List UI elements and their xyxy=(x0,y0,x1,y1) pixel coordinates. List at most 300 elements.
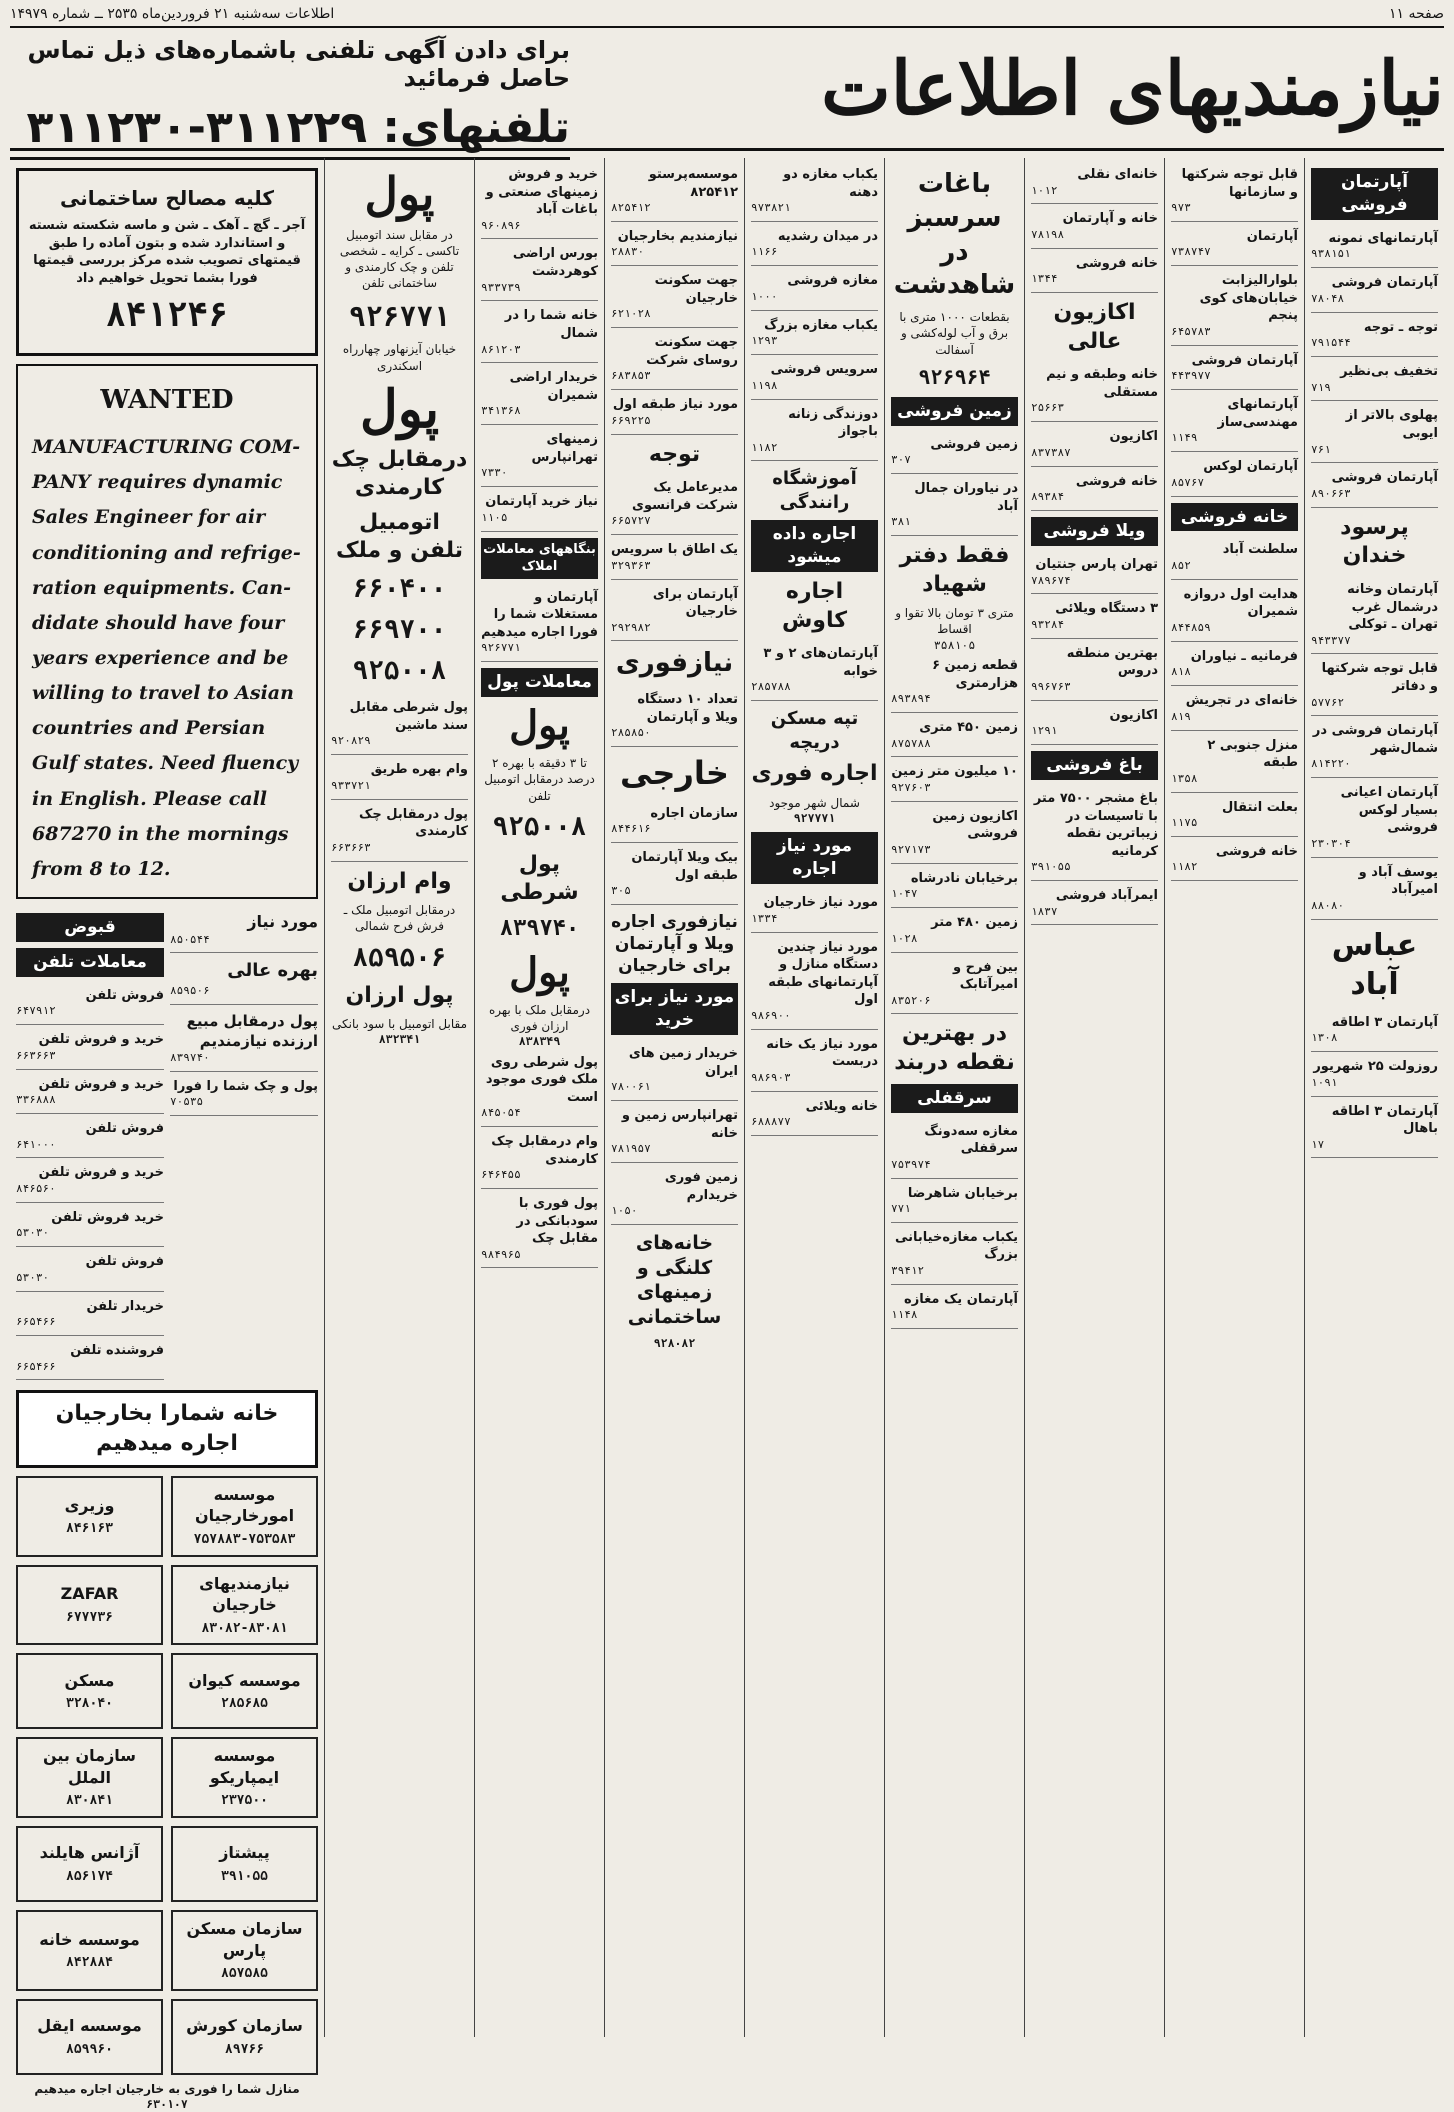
ad-phone: ۹۳۲۸۴ xyxy=(1031,617,1065,631)
ad-title: خانه شما را در شمال xyxy=(504,308,598,341)
ad-text: متری ۳ تومان بالا تقوا و اقساط xyxy=(895,606,1014,637)
ad-title: مورد نیاز یک خانه دربست xyxy=(766,1036,878,1070)
agency-name: سازمان کورش xyxy=(186,2016,303,2036)
section-title: فقط دفتر شهیاد xyxy=(899,543,1010,597)
ad-phone: ۹۲۸۰۸۲ xyxy=(653,1335,696,1350)
ad-item xyxy=(1171,795,1298,837)
ad-phone: ۸۱۹ xyxy=(1171,709,1191,723)
ad-item xyxy=(1311,780,1438,857)
ad-item xyxy=(331,695,468,755)
agency-name: سازمان بین الملل xyxy=(42,1746,137,1787)
ad-text: در مقابل سند اتومبیل تاکسی ـ کرایه ـ شخصی تلفن و چک کارمندی و ساختمانی تلفن xyxy=(339,227,460,291)
ad-title: جهت سکونت روسای شرکت xyxy=(646,335,738,368)
ad-item xyxy=(16,1249,164,1291)
section-title: خارجی xyxy=(620,754,729,793)
ad-phone: ۳۰۷ xyxy=(891,453,911,467)
ad-title: پول شرطی مقابل سند ماشین xyxy=(349,700,468,733)
ad-phone: ۹۲۷۷۷۱ xyxy=(793,810,836,825)
ad-title: آپارتمان وخانه درشمال غرب تهران ـ توکلی xyxy=(1347,581,1438,633)
middle-ads xyxy=(170,907,318,1382)
ad-phone-large: ۸۴۱۲۴۶ xyxy=(105,295,229,336)
ad-title: پول فوری با سودبانکی در مقابل چک xyxy=(516,1195,598,1247)
ad-phone: ۶۲۱۰۲۸ xyxy=(611,307,651,321)
ad-title: مورد نیاز خارجیان xyxy=(763,895,878,911)
ad-phone: ۶۸۳۸۵۳ xyxy=(611,369,651,383)
ad-title: مدیرعامل یک شرکت فرانسوی xyxy=(632,480,738,513)
ad-phone: ۹۶۰۸۹۶ xyxy=(481,218,521,232)
ad-item xyxy=(751,162,878,222)
ad-title: فروش تلفن xyxy=(85,987,164,1003)
ad-item xyxy=(611,801,738,843)
ad-item xyxy=(891,759,1018,801)
column-shops xyxy=(744,158,884,2037)
section-title: اکازیون عالی xyxy=(1053,300,1136,354)
ad-item xyxy=(891,1181,1018,1223)
ad-title: فروش تلفن xyxy=(85,1254,164,1270)
wanted-line: Sales Engineer for air xyxy=(32,506,266,529)
ad-phone: ۸۵۹۵۰۶ xyxy=(170,983,210,997)
masthead-phones: تلفنهای: ۳۱۱۲۲۹-۳۱۱۲۳۰ xyxy=(10,102,570,160)
section-title: خانه‌های کلنگی و زمینهای ساختمانی xyxy=(627,1232,722,1329)
agency-name: آژانس هایلند xyxy=(39,1843,140,1863)
ad-phone: ۴۴۳۹۷۷ xyxy=(1171,369,1211,383)
ad-phone: ۶۶۵۴۶۶ xyxy=(16,1315,56,1329)
agency-logo xyxy=(171,1476,318,1557)
ad-item xyxy=(611,687,738,747)
ad-title: بلوارالیزابت خیابان‌های کوی پنجم xyxy=(1199,273,1298,324)
ad-title: قابل توجه شرکتها و سازمانها xyxy=(1181,167,1298,200)
ad-phone: ۱۳۵۸ xyxy=(1171,771,1198,785)
ad-item xyxy=(1171,268,1298,345)
ad-title: منزل جنوبی ۲ طبقه xyxy=(1207,737,1298,771)
ad-title: سازمان اجاره xyxy=(650,805,738,821)
ad-title: خرید و فروش زمینهای صنعتی و باغات آباد xyxy=(485,167,598,218)
wanted-ad xyxy=(16,364,318,899)
ad-item xyxy=(611,582,738,642)
section-title: توجه xyxy=(648,441,701,467)
ad-phone: ۲۵۶۶۳ xyxy=(1031,401,1065,415)
ad-title: بعلت انتقال xyxy=(1222,799,1298,815)
ad-item xyxy=(611,162,738,222)
ad-item xyxy=(1171,644,1298,686)
ad-phone: ۸۷۵۷۸۸ xyxy=(891,736,931,750)
section-heading: مورد نیاز اجاره xyxy=(751,832,878,884)
ad-item xyxy=(481,1191,598,1268)
ad-item xyxy=(611,224,738,266)
ad-phone: ۸۳۵۲۰۶ xyxy=(891,993,931,1007)
ad-title: سرویس فروشی xyxy=(770,362,878,378)
ad-title: اکازیون زمین فروشی xyxy=(932,808,1018,842)
ad-item xyxy=(891,653,1018,713)
ad-title: نیاز خرید آپارتمان xyxy=(485,494,598,510)
ad-item xyxy=(331,802,468,862)
section-title: وام ارزان xyxy=(347,868,452,894)
section-heading: آپارتمان فروشی xyxy=(1311,168,1438,220)
ad-phone: ۲۳۰۳۰۴ xyxy=(1311,836,1351,850)
wanted-line: from 8 to 12. xyxy=(32,857,171,880)
ad-phone: ۶۴۵۷۸۳ xyxy=(1171,324,1211,338)
ad-title: ۱۰ میلیون متر زمین xyxy=(891,764,1018,780)
ad-phone: ۱۸۳۷ xyxy=(1031,904,1058,918)
ad-title: پول و چک شما را فورا xyxy=(173,1078,318,1094)
ad-phone: ۳۵۸۱۰۵ xyxy=(933,637,976,652)
agency-phone: ۲۳۷۵۰۰ xyxy=(221,1793,268,1809)
column-money-trades xyxy=(474,158,604,2037)
ad-title: یوسف آباد و امیرآباد xyxy=(1358,864,1438,898)
agency-logo xyxy=(171,1826,318,1902)
ad-title: مورد نیاز طبقه اول xyxy=(612,397,738,413)
ad-phone: ۸۴۴۶۱۶ xyxy=(611,822,651,836)
issue-info: اطلاعات سه‌شنبه ۲۱ فروردین‌ماه ۲۵۳۵ ــ شماره ۱۴۹۷۹ xyxy=(10,6,335,22)
ad-title: بهره عالی xyxy=(227,960,318,982)
ad-phone-large: ۹۲۵۰۰۸ xyxy=(352,656,447,687)
ad-title: خانه فروشی xyxy=(1075,255,1158,271)
column-foreigners xyxy=(604,158,744,2037)
ad-title: پول درمقابل چک کارمندی xyxy=(359,806,468,840)
wanted-line: in English. Please call xyxy=(32,787,268,810)
ad-item xyxy=(1171,688,1298,730)
ad-title: یکباب مغازه دو دهنه xyxy=(783,167,878,200)
ad-item xyxy=(611,268,738,328)
ad-phone: ۳۴۱۳۶۸ xyxy=(481,404,521,418)
ad-phone: ۱۷ xyxy=(1311,1137,1325,1151)
ad-title: زمین فروشی xyxy=(930,436,1018,452)
ad-phone: ۸۲۵۴۱۲ xyxy=(611,201,651,215)
wanted-line: conditioning and refrige- xyxy=(32,541,301,564)
page-number: صفحه ۱۱ xyxy=(1388,6,1444,22)
ad-phone: ۳۰۵ xyxy=(611,884,631,898)
ad-title: خانه‌ای نقلی xyxy=(1077,167,1158,182)
ad-phone: ۹۳۳۷۲۱ xyxy=(331,778,371,792)
ad-title: فروش تلفن xyxy=(85,1121,164,1137)
section-title: در بهترین نقطه دربند xyxy=(894,1021,1015,1076)
ad-phone: ۶۶۳۶۶۳ xyxy=(16,1048,56,1062)
ad-title: آپارتمان xyxy=(1246,228,1298,244)
ad-item xyxy=(481,365,598,425)
section-heading: سرقفلی xyxy=(891,1084,1018,1113)
ad-phone: ۹۴۳۳۷۷ xyxy=(1311,633,1351,647)
ad-phone: ۹۲۷۱۷۳ xyxy=(891,842,931,856)
ad-phone: ۸۹۳۸۹۴ xyxy=(891,692,931,706)
agency-name: موسسه ایقل xyxy=(37,2016,142,2036)
ad-title: خانه وطبقه و نیم مستقلی xyxy=(1046,367,1158,400)
ad-phone: ۱۰۹۱ xyxy=(1311,1075,1338,1089)
ad-title: خرید و فروش تلفن xyxy=(38,1165,164,1181)
page-title: نیازمندیهای اطلاعات xyxy=(821,46,1444,132)
ad-item xyxy=(1171,392,1298,452)
ad-item xyxy=(751,935,878,1030)
agency-logo xyxy=(171,1737,318,1818)
agency-name: مسکن xyxy=(64,1670,115,1690)
ad-phone: ۹۳۸۱۵۱ xyxy=(1311,247,1351,261)
ad-item xyxy=(1031,162,1158,204)
agency-name: موسسه کیوان xyxy=(188,1670,301,1690)
section-heading: بنگاههای معاملات املاک xyxy=(481,538,598,579)
ad-phone: ۸۹۰۶۶۳ xyxy=(1311,486,1351,500)
ad-phone: ۶۳۰۱۰۷ xyxy=(146,2096,188,2111)
section-title: اجاره فوری xyxy=(751,761,878,786)
ad-item xyxy=(751,402,878,462)
ad-title: خریدار زمین های ایران xyxy=(628,1046,738,1079)
ad-title: اکازیون xyxy=(1109,429,1158,445)
ad-title: آپارتمان فروشی xyxy=(1331,470,1438,486)
ad-item xyxy=(611,1103,738,1163)
ad-phone: ۸۳۷۳۸۷ xyxy=(1031,445,1071,459)
ad-item xyxy=(751,268,878,310)
ad-title: آپارتمان و مستغلات شما را فورا اجاره میدهیم xyxy=(481,589,598,640)
section-heading: اجاره داده میشود xyxy=(751,520,878,572)
ad-item xyxy=(481,585,598,662)
ad-phone: ۷۸۹۶۷۴ xyxy=(1031,573,1071,587)
section-title: پول شرطی xyxy=(500,851,579,906)
ad-phone-large: ۹۲۶۹۶۴ xyxy=(918,364,991,389)
ad-item xyxy=(891,432,1018,474)
wanted-title: WANTED xyxy=(100,385,234,416)
ad-item xyxy=(481,303,598,363)
agency-phone: ۷۵۷۸۸۳-۷۵۳۵۸۳ xyxy=(193,1531,296,1547)
wanted-line: ration equipments. Can- xyxy=(32,576,291,599)
ad-title: آپارتمان یک مغازه xyxy=(904,1291,1018,1307)
ad-item xyxy=(1311,315,1438,357)
ad-title: بیک ویلا آپارتمان طبقه اول xyxy=(631,850,738,883)
ad-item xyxy=(1031,362,1158,422)
ad-title: قابل توجه شرکتها و دفاتر xyxy=(1321,661,1438,694)
ad-phone: ۹۲۷۶۰۳ xyxy=(891,780,931,794)
ad-item xyxy=(1031,424,1158,466)
wanted-line: countries and Persian xyxy=(32,717,266,740)
column-houses xyxy=(1164,158,1304,2037)
ad-item xyxy=(751,224,878,266)
ad-title: آپارتمان اعیانی بسیار لوکس فروشی xyxy=(1340,785,1438,836)
ad-item xyxy=(891,1287,1018,1329)
ad-phone: ۳۹۱۰۵۵ xyxy=(1031,860,1071,874)
top-line xyxy=(10,2,1444,28)
ad-title: آپارتمان ۳ اطاقه باهال xyxy=(1331,1103,1438,1137)
ad-title: خرید فروش تلفن xyxy=(51,1209,164,1225)
ad-phone: ۹۲۰۸۲۹ xyxy=(331,734,371,748)
ad-item xyxy=(1031,703,1158,745)
ad-item xyxy=(481,427,598,487)
ad-phone: ۱۳۳۴ xyxy=(751,911,778,925)
ad-phone: ۱۱۸۲ xyxy=(1171,860,1198,874)
ad-title: بورس اراضی کوهردشت xyxy=(512,246,598,280)
ad-title: خانه و آپارتمان xyxy=(1062,211,1158,227)
ad-item xyxy=(481,162,598,239)
phone-trades xyxy=(16,907,164,1382)
ad-title: یکباب مغازه‌خیابانی بزرگ xyxy=(895,1229,1018,1263)
ad-text: درمقابل ملک با بهره ارزان فوری xyxy=(488,1002,591,1033)
agency-logo xyxy=(171,1910,318,1991)
ad-item xyxy=(16,1116,164,1158)
ad-phone: ۸۳۸۳۴۹ xyxy=(518,1034,561,1049)
ad-phone: ۸۳۲۳۴۱ xyxy=(378,1032,421,1047)
section-title: اتومبیل تلفن و ملک xyxy=(336,509,463,564)
ad-title: آپارتمان لوکس xyxy=(1203,459,1298,475)
section-heading: معاملات تلفن xyxy=(16,948,164,977)
agency-name: موسسه خانه xyxy=(39,1929,140,1949)
ad-phone: ۱۰۲۸ xyxy=(891,931,918,945)
ad-title: جهت سکونت خارجیان xyxy=(654,273,738,306)
ad-item xyxy=(611,1041,738,1101)
ad-phone-large: ۸۳۹۷۴۰ xyxy=(499,915,580,941)
ad-item xyxy=(170,1007,318,1072)
agency-phone: ۶۷۷۷۳۶ xyxy=(66,1609,113,1625)
ad-item xyxy=(16,1160,164,1202)
ad-item xyxy=(1031,596,1158,638)
foreigners-rental-banner: خانه شمارا بخارجیان اجاره میدهیم xyxy=(16,1390,318,1467)
ad-phone: ۷۵۳۹۷۴ xyxy=(891,1157,931,1171)
agency-logo xyxy=(16,1653,163,1729)
section-title: تپه مسکن دریچه xyxy=(770,708,859,753)
ad-text: درمقابل اتومبیل ملک ـ فرش فرح شمالی xyxy=(343,903,456,934)
ad-title: توجه ـ توجه xyxy=(1363,319,1438,335)
ad-title: پهلوی بالاتر از ایوبی xyxy=(1345,408,1438,441)
ad-phone: ۷۷۱ xyxy=(891,1202,911,1216)
ad-title: باغ مشجر ۷۵۰۰ متر با تاسیسات در زیباترین نقطه کرمانیه xyxy=(1033,791,1158,859)
ad-item xyxy=(1171,839,1298,881)
ad-item xyxy=(1171,582,1298,642)
ad-title: زمین ۴۵۰ متری xyxy=(919,720,1018,736)
agency-logo xyxy=(16,1999,163,2075)
ad-item xyxy=(1311,718,1438,778)
ad-item xyxy=(1311,577,1438,654)
section-title: پول xyxy=(359,378,440,440)
ad-item xyxy=(891,1225,1018,1285)
ad-title: فروشنده تلفن xyxy=(70,1343,164,1358)
column-apartments xyxy=(1304,158,1444,2037)
ad-item xyxy=(891,804,1018,864)
ad-title: خرید و فروش تلفن xyxy=(38,1076,164,1092)
ad-phone: ۹۷۳۸۲۱ xyxy=(751,201,791,215)
ad-item xyxy=(611,475,738,535)
ad-title: نیازمندیم بخارجیان xyxy=(617,228,738,244)
ad-item xyxy=(1311,860,1438,920)
ad-phone: ۷۶۱ xyxy=(1311,442,1331,456)
wanted-line: PANY requires dynamic xyxy=(32,471,283,494)
section-heading: ویلا فروشی xyxy=(1031,517,1158,546)
ad-item xyxy=(1171,162,1298,222)
section-heading: خانه فروشی xyxy=(1171,503,1298,532)
ad-title: آپارتمانهای مهندسی‌ساز xyxy=(1217,397,1298,430)
ad-item xyxy=(170,955,318,1004)
ad-text: منازل شما را فوری به خارجیان اجاره میدهیم xyxy=(34,2081,300,2096)
ad-item xyxy=(1311,226,1438,268)
agency-phone: ۳۹۱۰۵۵ xyxy=(221,1868,268,1884)
ad-item xyxy=(611,845,738,905)
ad-phone: ۷۸۰۰۶۱ xyxy=(611,1080,651,1094)
ad-item xyxy=(1031,552,1158,594)
ad-text: شمال شهر موجود xyxy=(769,795,860,810)
ad-title: ۳ دستگاه ویلائی xyxy=(1055,601,1158,617)
ad-phone: ۳۲۹۳۶۳ xyxy=(611,558,651,572)
ad-title: در نیاوران جمال آباد xyxy=(914,481,1018,514)
ad-phone: ۳۹۴۱۲ xyxy=(891,1264,925,1278)
ad-phone: ۹۳۳۷۳۹ xyxy=(481,280,521,294)
ad-phone: ۲۸۸۳۰ xyxy=(611,245,645,259)
ad-phone: ۱۱۴۸ xyxy=(891,1308,918,1322)
ad-title: پول شرطی روی ملک فوری موجود است xyxy=(485,1054,598,1105)
section-title: اجاره کاوش xyxy=(781,579,848,633)
ad-phone: ۱۰۴۷ xyxy=(891,887,918,901)
ad-phone: ۶۸۸۸۷۷ xyxy=(751,1115,791,1129)
agency-logo xyxy=(16,1476,163,1557)
ad-phone: ۱۱۷۵ xyxy=(1171,816,1198,830)
ad-title: خانه فروشی xyxy=(1215,843,1298,859)
ad-item xyxy=(16,1338,164,1380)
ad-title: دوزندگی زنانه باجواز xyxy=(788,406,878,440)
ad-title: تخفیف بی‌نظیر xyxy=(1340,364,1438,380)
agency-phone: ۲۸۵۶۸۵ xyxy=(221,1696,268,1712)
ad-title: مغازه سه‌دونگ سرقفلی xyxy=(924,1123,1018,1157)
ad-item xyxy=(1171,348,1298,390)
column-left xyxy=(10,158,324,2111)
ad-item xyxy=(1031,206,1158,248)
ad-title: خریدار تلفن xyxy=(86,1298,164,1314)
ad-item xyxy=(1311,1054,1438,1096)
ad-item xyxy=(751,641,878,701)
section-title: پول xyxy=(509,948,570,996)
ad-item xyxy=(481,1050,598,1127)
ad-phone: ۱۱۶۶ xyxy=(751,245,778,259)
ad-item xyxy=(891,476,1018,536)
ad-phone: ۶۶۹۲۲۵ xyxy=(611,413,651,427)
ad-phone: ۸۳۹۷۴۰ xyxy=(170,1051,210,1065)
ad-text: بقطعات ۱۰۰۰ متری با برق و آب لوله‌کشی و آسفالت xyxy=(899,310,1010,357)
column-lands xyxy=(884,158,1024,2037)
ad-item xyxy=(1171,537,1298,579)
agency-logo xyxy=(171,1653,318,1729)
ad-title: آپارتمان ۳ اطاقه xyxy=(1331,1014,1438,1030)
ad-phone: ۸۵۲ xyxy=(1171,559,1191,573)
agency-phone: ۸۴۶۱۶۳ xyxy=(66,1521,113,1537)
ad-title: قطعه زمین ۶ هزارمتری xyxy=(932,658,1018,691)
ad-phone: ۲۸۵۷۸۸ xyxy=(751,680,791,694)
ad-item xyxy=(1311,1010,1438,1052)
section-title: درمقابل چک کارمندی xyxy=(331,446,468,501)
ad-phone: ۸۸۰۸۰ xyxy=(1311,898,1345,912)
section-heading: زمین فروشی xyxy=(891,397,1018,426)
agency-phone: ۸۵۹۹۶۰ xyxy=(66,2041,113,2057)
wanted-line: willing to travel to Asian xyxy=(32,682,294,705)
ad-phone: ۱۳۴۴ xyxy=(1031,272,1058,286)
ad-title: برخیابان شاهرضا xyxy=(907,1185,1018,1201)
ad-phone: ۱۰۵۰ xyxy=(611,1204,638,1218)
agency-phone: ۸۳۰۸۲-۸۳۰۸۱ xyxy=(201,1620,288,1636)
section-heading: قبوض xyxy=(16,913,164,942)
ad-phone: ۶۴۷۹۱۲ xyxy=(16,1004,56,1018)
ad-item xyxy=(611,537,738,579)
ad-item xyxy=(891,866,1018,908)
ad-title: آپارتمانهای نمونه xyxy=(1328,230,1438,246)
ad-phone: ۶۶۳۶۶۳ xyxy=(331,840,371,854)
ad-title: یکباب مغازه بزرگ xyxy=(764,317,878,333)
ad-phone: ۸۴۶۵۶۰ xyxy=(16,1181,56,1195)
ad-item xyxy=(1311,270,1438,312)
ad-item xyxy=(751,1094,878,1136)
ad-item xyxy=(751,357,878,399)
masthead-instruction: برای دادن آگهی تلفنی باشماره‌های ذیل تماس حاصل فرمائید xyxy=(27,36,570,92)
wanted-line: 687270 in the mornings xyxy=(32,822,289,845)
ad-item xyxy=(16,1072,164,1114)
agency-logo xyxy=(16,1910,163,1991)
ad-title: روزولت ۲۵ شهریور xyxy=(1313,1059,1438,1075)
ad-phone: ۵۷۷۶۲ xyxy=(1311,695,1345,709)
agency-logo xyxy=(16,1565,163,1646)
ad-title: بهترین منطقه دروس xyxy=(1066,645,1158,679)
column-money xyxy=(324,158,474,2037)
masthead xyxy=(10,30,1444,151)
ad-phone: ۶۶۵۴۶۶ xyxy=(16,1359,56,1373)
